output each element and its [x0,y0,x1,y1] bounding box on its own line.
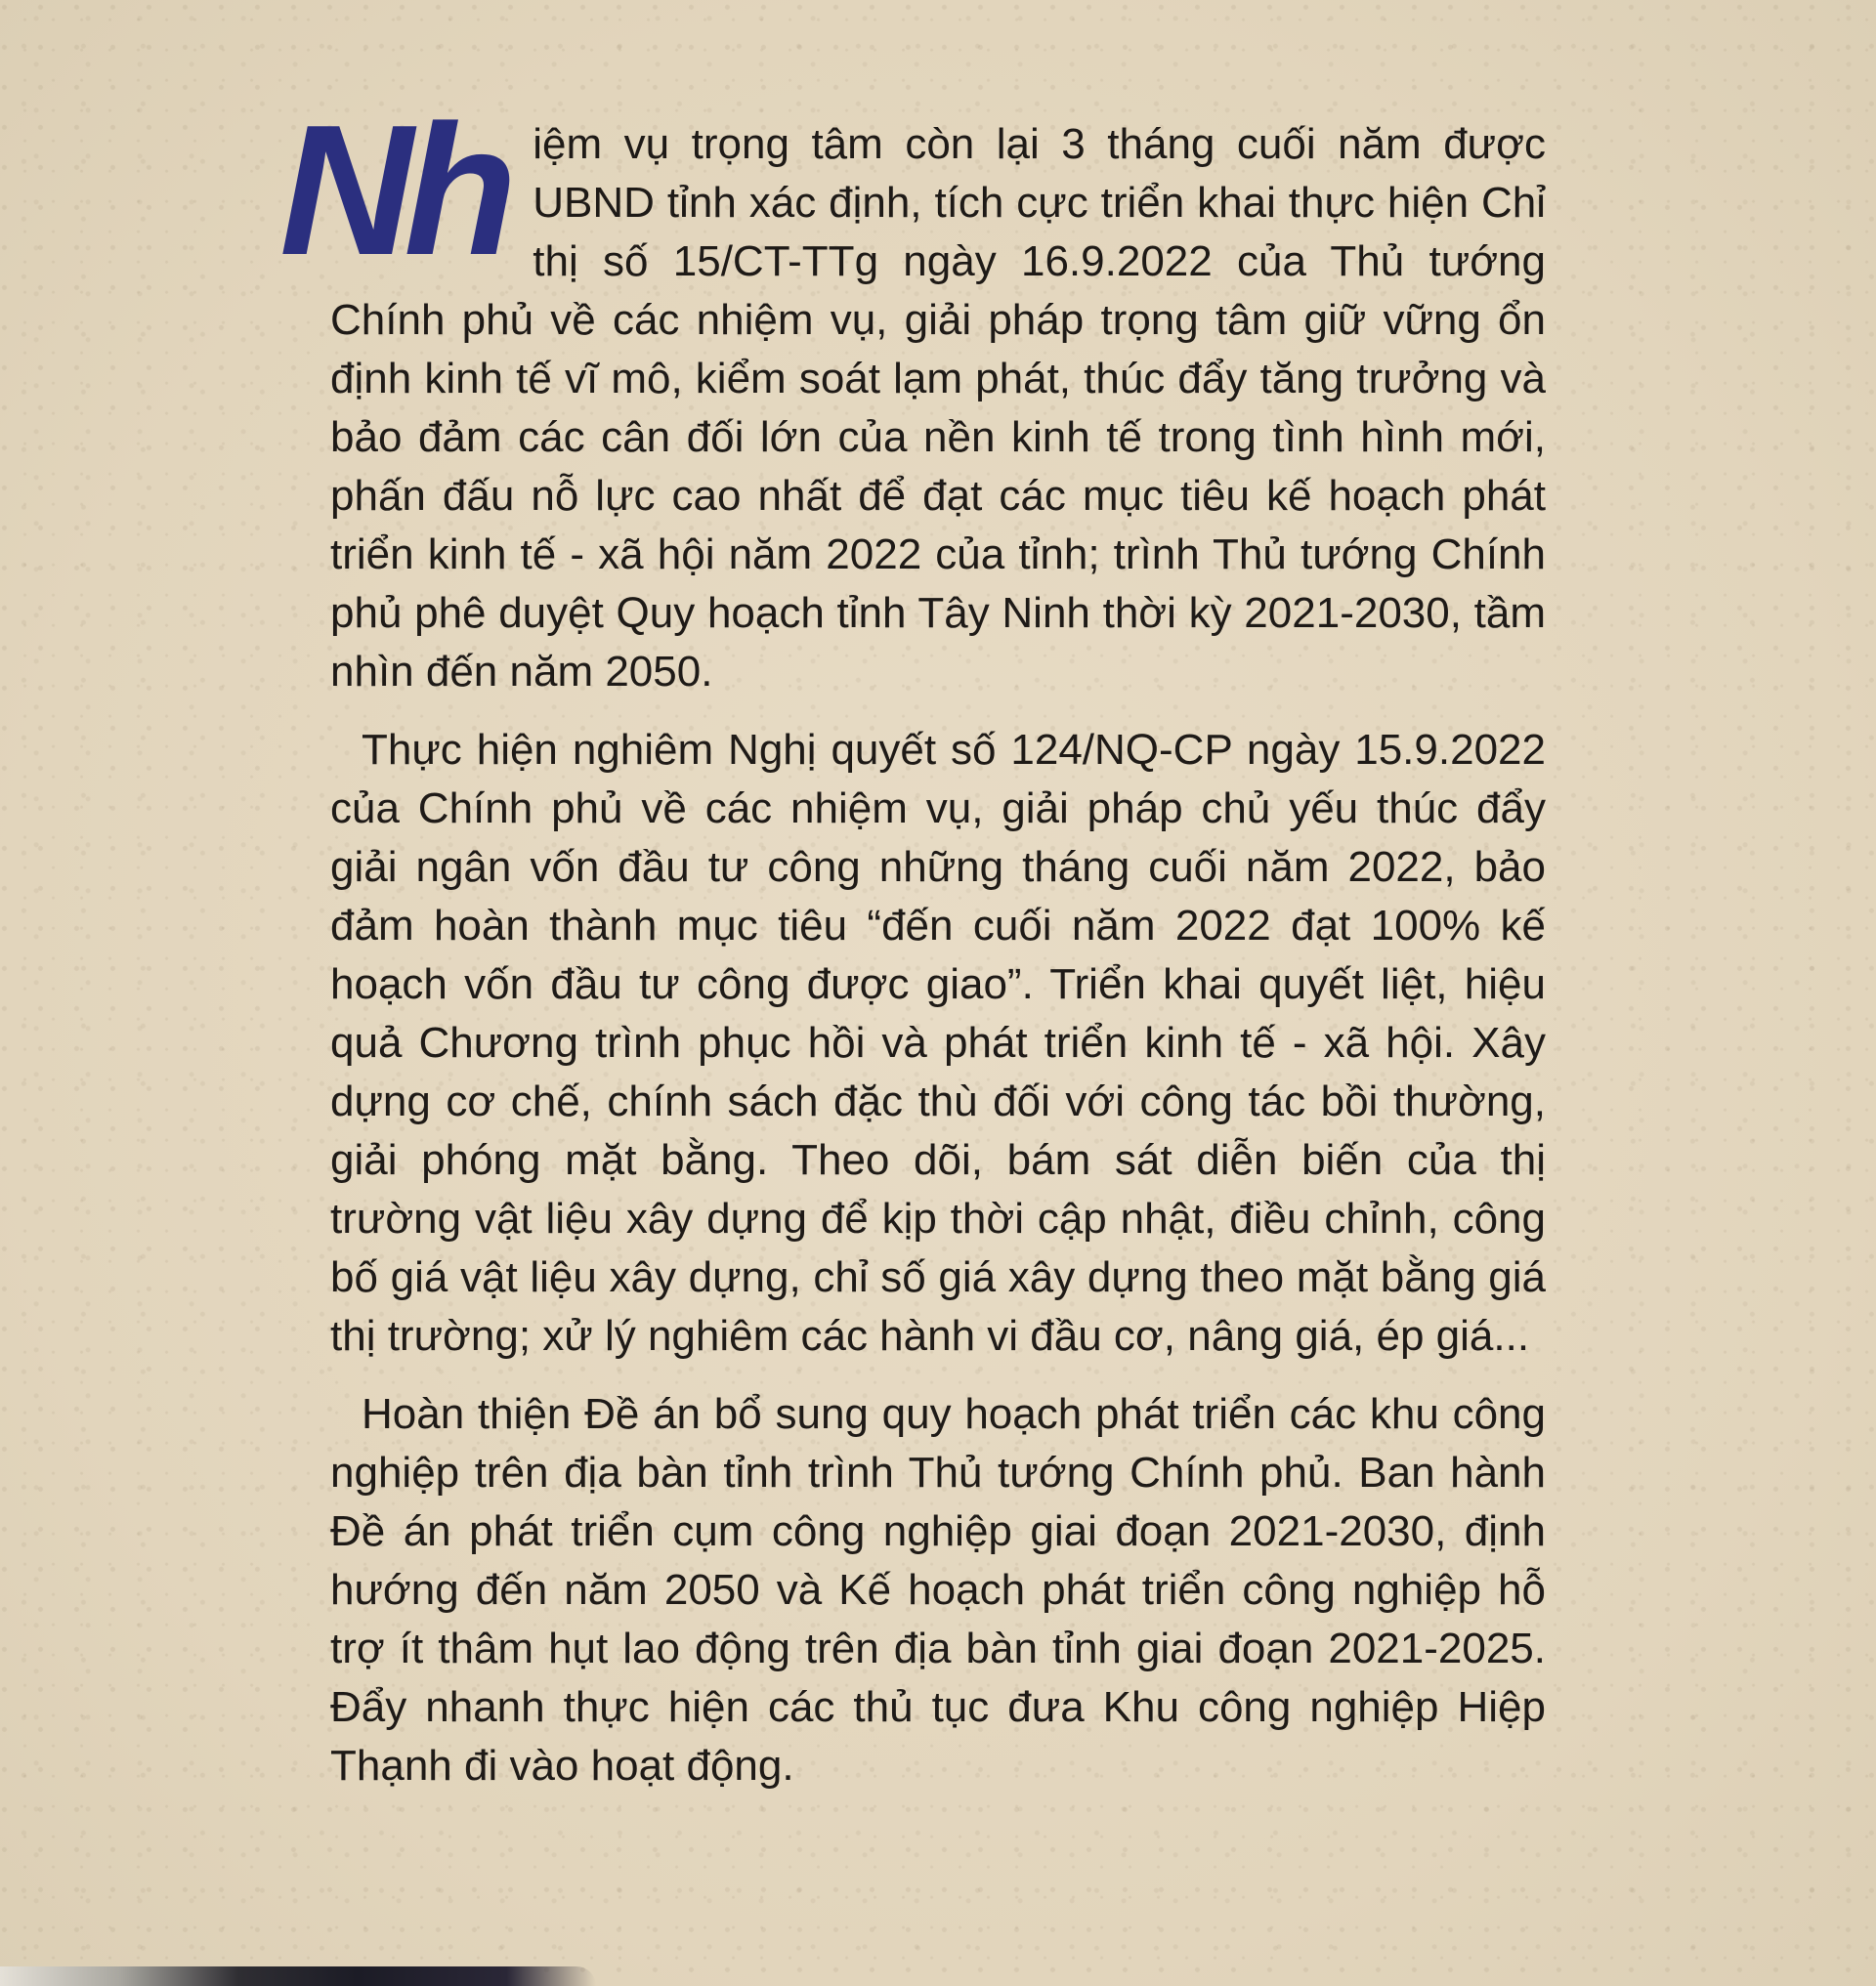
paragraph-1-text: iệm vụ trọng tâm còn lại 3 tháng cuối năm được UBND tỉnh xác định, tích cực triển khai thực hiện Chỉ thị số 15/CT-TTg ngày 16.9.2022 của Thủ tướng Chính phủ về các nhiệm vụ, giải pháp trọng tâm giữ vững ổn định kinh tế vĩ mô, kiểm soát lạm phát, thúc đẩy tăng trưởng và bảo đảm các cân đối lớn của nền kinh tế trong tình hình mới, phấn đấu nỗ lực cao nhất để đạt các mục tiêu kế hoạch phát triển kinh tế - xã hội năm 2022 của tỉnh; trình Thủ tướng Chính phủ phê duyệt Quy hoạch tỉnh Tây Ninh thời kỳ 2021-2030, tầm nhìn đến năm 2050. [330,120,1546,696]
dropcap-spacer [330,246,477,275]
bottom-image-edge [0,1966,596,1986]
paragraph-3: Hoàn thiện Đề án bổ sung quy hoạch phát triển các khu công nghiệp trên địa bàn tỉnh trình Thủ tướng Chính phủ. Ban hành Đề án phát triển cụm công nghiệp giai đoạn 2021-2030, định hướng đến năm 2050 và Kế hoạch phát triển công nghiệp hỗ trợ ít thâm hụt lao động trên địa bàn tỉnh giai đoạn 2021-2025. Đẩy nhanh thực hiện các thủ tục đưa Khu công nghiệp Hiệp Thạnh đi vào hoạt động. [330,1390,1546,1790]
article-body [279,87,1546,1796]
paragraph-2: Thực hiện nghiêm Nghị quyết số 124/NQ-CP ngày 15.9.2022 của Chính phủ về các nhiệm vụ, giải pháp chủ yếu thúc đẩy giải ngân vốn đầu tư công những tháng cuối năm 2022, bảo đảm hoàn thành mục tiêu “đến cuối năm 2022 đạt 100% kế hoạch vốn đầu tư công được giao”. Triển khai quyết liệt, hiệu quả Chương trình phục hồi và phát triển kinh tế - xã hội. Xây dựng cơ chế, chính sách đặc thù đối với công tác bồi thường, giải phóng mặt bằng. Theo dõi, bám sát diễn biến của thị trường vật liệu xây dựng để kịp thời cập nhật, điều chỉnh, công bố giá vật liệu xây dựng, chỉ số giá xây dựng theo mặt bằng giá thị trường; xử lý nghiêm các hành vi đầu cơ, nâng giá, ép giá... [330,726,1546,1360]
paragraph-1 [279,87,1546,701]
dropcap: Nh [279,87,508,294]
